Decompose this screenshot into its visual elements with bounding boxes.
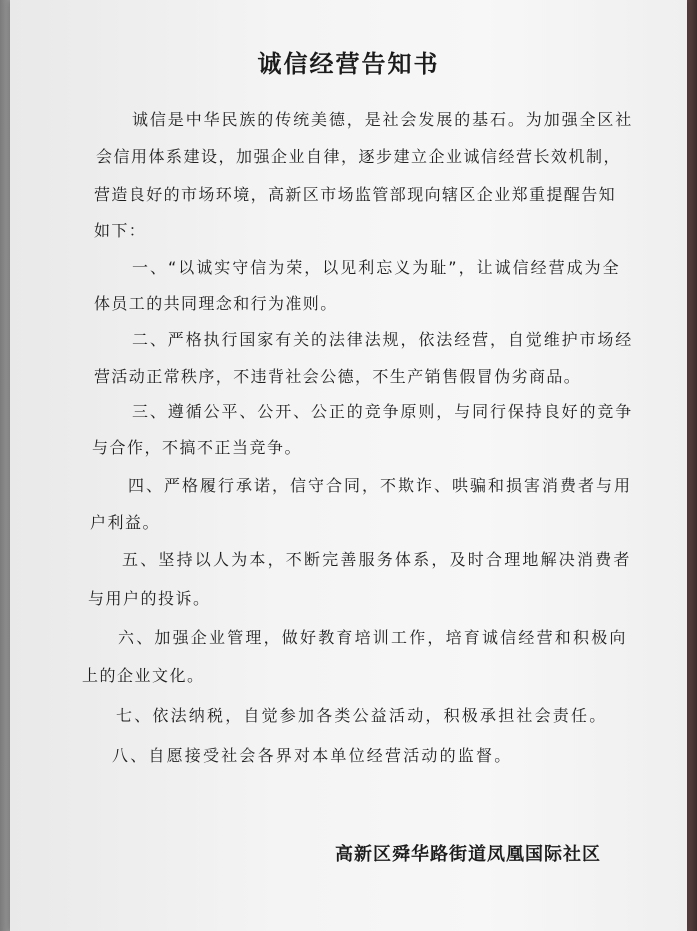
signature: 高新区舜华路街道凤凰国际社区 (335, 844, 601, 865)
intro-line: 营造良好的市场环境，高新区市场监管部现向辖区企业郑重提醒告知 (94, 185, 617, 204)
item-line: 上的企业文化。 (82, 666, 205, 685)
document-title: 诚信经营告知书 (257, 50, 440, 78)
document-paper (10, 0, 687, 931)
intro-line: 会信用体系建设，加强企业自律，逐步建立企业诚信经营长效机制， (96, 147, 622, 166)
intro-line: 如下： (94, 221, 147, 240)
item-line: 体员工的共同理念和行为准则。 (94, 294, 338, 313)
item-line: 四、严格履行承诺，信守合同，不欺诈、哄骗和损害消费者与用 (128, 476, 633, 495)
item-line: 三、遵循公平、公开、公正的竞争原则，与同行保持良好的竞争 (132, 402, 634, 421)
item-line: 七、依法纳税，自觉参加各类公益活动，积极承担社会责任。 (116, 706, 608, 725)
item-line: 一、“以诚实守信为荣，以见利忘义为耻”，让诚信经营成为全 (132, 258, 621, 277)
item-line: 六、加强企业管理，做好教育培训工作，培育诚信经营和积极向 (118, 628, 628, 647)
item-line: 二、严格执行国家有关的法律法规，依法经营，自觉维护市场经 (132, 330, 634, 349)
item-line: 户利益。 (90, 513, 161, 532)
intro-line: 诚信是中华民族的传统美德，是社会发展的基石。为加强全区社 (132, 110, 634, 129)
item-line: 营活动正常秩序，不违背社会公德，不生产销售假冒伪劣商品。 (94, 367, 582, 386)
item-line: 与合作，不搞不正当竞争。 (92, 438, 303, 457)
item-line: 五、坚持以人为本，不断完善服务体系，及时合理地解决消费者 (122, 550, 632, 569)
item-line: 与用户的投诉。 (88, 589, 211, 608)
item-line: 八、自愿接受社会各界对本单位经营活动的监督。 (112, 746, 513, 765)
